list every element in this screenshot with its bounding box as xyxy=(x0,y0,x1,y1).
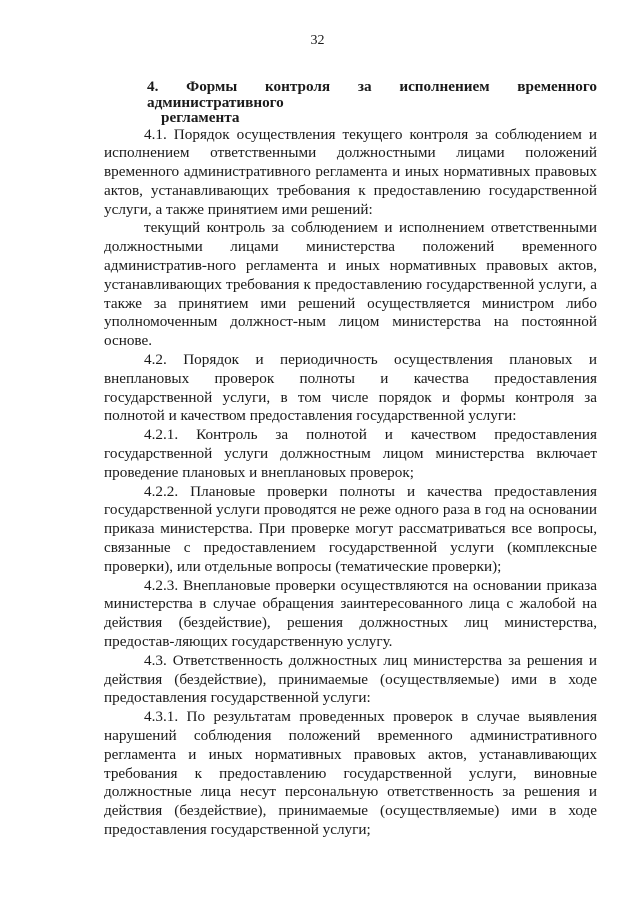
paragraph-4-2-3: 4.2.3. Внеплановые проверки осуществляются на основании приказа министерства в случае обращения заинтересованного лица с жалобой на действия (бездействие), решения должностных лиц министерства, предостав-ляющих государственную услугу. xyxy=(104,576,597,651)
section-heading-line2: регламента xyxy=(161,109,240,126)
section-heading xyxy=(104,79,597,126)
paragraph-4-2: 4.2. Порядок и периодичность осуществления плановых и внеплановых проверок полноты и качества предоставления государственной услуги, в том числе порядок и формы контроля за полнотой и качеством предоставления государственной услуги: xyxy=(104,351,597,425)
document-body xyxy=(104,79,597,840)
paragraph-4-2-1: 4.2.1. Контроль за полнотой и качеством предоставления государственной услуги должностным лицом министерства включает проведение плановых и внеплановых проверок; xyxy=(104,426,597,481)
paragraph-4-2-2: 4.2.2. Плановые проверки полноты и качества предоставления государственной услуги проводятся не реже одного раза в год на основании приказа министерства. При проверке могут рассматриваться все вопросы, связанные с предоставлением государственной услуги (комплексные проверки), или отдельные вопросы (тематические проверки); xyxy=(104,482,597,575)
paragraph-4-1: 4.1. Порядок осуществления текущего контроля за соблюдением и исполнением ответственными должностными лицами положений временного административного регламента и иных нормативных правовых актов, устанавливающих требования к предоставлению государственной услуги, а также принятием ими решений: xyxy=(104,125,597,218)
section-heading-line1: 4. Формы контроля за исполнением временного административного xyxy=(147,78,597,111)
paragraph-4-3-1: 4.3.1. По результатам проведенных проверок в случае выявления нарушений соблюдения положений временного административного регламента и иных нормативных правовых актов, устанавливающих требования к предоставлению государственной услуги, виновные должностные лица несут персональную ответственность за решения и действия (бездействие), принимаемые (осуществляемые) ими в ходе предоставления государственной услуги; xyxy=(104,708,597,838)
paragraph-4-3: 4.3. Ответственность должностных лиц министерства за решения и действия (бездействие), принимаемые (осуществляемые) ими в ходе предоставления государственной услуги: xyxy=(104,651,597,707)
page-number: 32 xyxy=(310,33,325,48)
paragraph-current-control: текущий контроль за соблюдением и исполнением ответственными должностными лицами министерства положений временного административ-ного регламента и иных нормативных правовых актов, устанавливающих требования к предоставлению государственной услуги, а также за принятием ими решений осуществляется министром либо уполномоченным должност-ным лицом министерства на постоянной основе. xyxy=(104,219,597,350)
